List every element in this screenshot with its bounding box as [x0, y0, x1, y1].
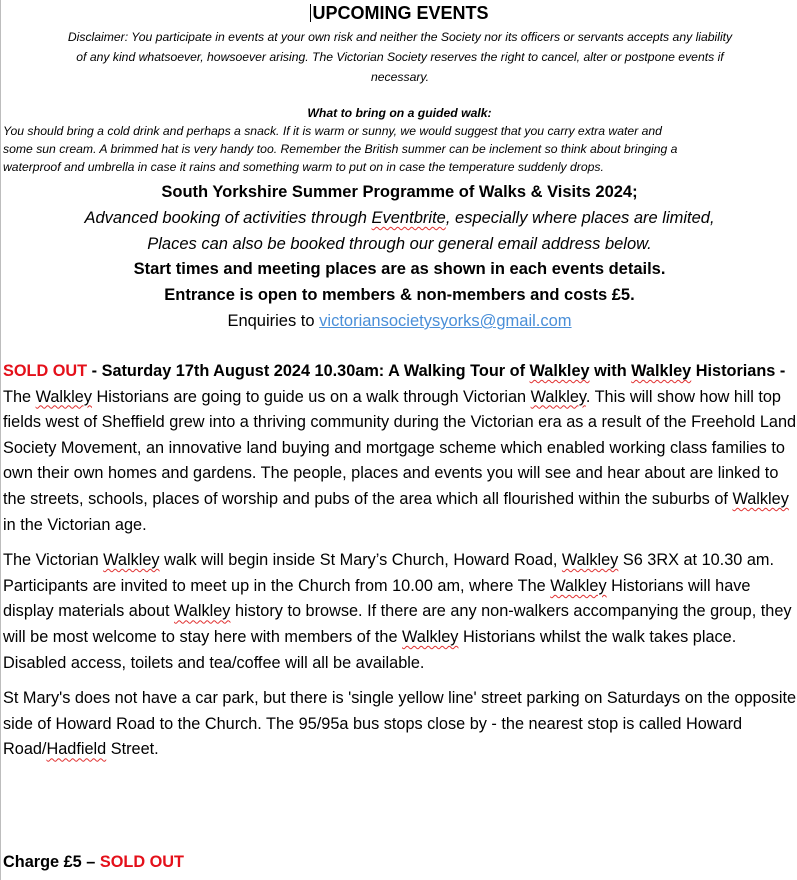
start-times: Start times and meeting places are as shown in each events details.: [133, 260, 666, 279]
event-title: - Saturday 17th August 2024 10.30am: A Walking Tour of Walkley with Walkley Historians -: [87, 362, 786, 380]
entrance-info: Entrance is open to members & non-members and costs £5.: [164, 286, 635, 305]
event-paragraph-3: St Mary's does not have a car park, but there is 'single yellow line' street parking on Saturdays on the opposite side of Howard Road to the Church. The 95/95a bus stops close by - the nearest stop is called Howard Road/Hadfield Street.: [3, 689, 797, 759]
booking-line-2: Places can also be booked through our general email address below.: [147, 234, 652, 253]
disclaimer-line: necessary.: [370, 70, 430, 84]
enquiries-line: Enquiries to victoriansocietysyorks@gmail.com: [227, 311, 572, 330]
charge-sold-out: SOLD OUT: [99, 853, 184, 871]
disclaimer-line: of any kind whatsoever, howsoever arising. The Victorian Society reserves the right to cancel, alter or postpone events if: [76, 50, 724, 64]
programme-info: [1, 180, 797, 335]
event-walkley: [3, 359, 797, 763]
event-paragraph-1: SOLD OUT - Saturday 17th August 2024 10.30am: A Walking Tour of Walkley with Walkley Historians - The Walkley Historians are going to guide us on a walk through Victorian Walkley. This will show how hill top fields west of Sheffield grew into a thriving community during the Victorian era as a result of the Freehold Land Society Movement, an innovative land buying and mortgage scheme which enabled working class families to own their own homes and gardens. The people, places and events you will see and hear about are linked to the streets, schools, places of worship and pubs of the area which all flourished within the suburbs of Walkley in the Victorian age.: [3, 362, 797, 534]
what-to-bring-line: some sun cream. A brimmed hat is very handy too. Remember the British summer can be inclement so think about bringing a: [3, 142, 678, 156]
disclaimer: [5, 27, 795, 87]
eventbrite-text: Eventbrite: [371, 208, 446, 227]
what-to-bring-heading: What to bring on a guided walk:: [307, 106, 492, 120]
what-to-bring-line: You should bring a cold drink and perhaps a snack. If it is warm or sunny, we would suggest that you carry extra water and: [3, 124, 662, 138]
email-link[interactable]: victoriansocietysyorks@gmail.com: [319, 311, 572, 330]
sold-out-badge: SOLD OUT: [3, 362, 88, 380]
page-title: UPCOMING EVENTS: [312, 3, 489, 23]
event-charge: Charge £5 – SOLD OUT: [3, 853, 184, 871]
booking-line: Advanced booking of activities through Eventbrite, especially where places are limited,: [84, 208, 715, 227]
what-to-bring-text: [3, 122, 797, 176]
event-paragraph-2: The Victorian Walkley walk will begin inside St Mary’s Church, Howard Road, Walkley S6 3RX at 10.30 am. Participants are invited to meet up in the Church from 10.00 am, where The Walkley Historians will have display materials about Walkley history to browse. If there are any non-walkers accompanying the group, they will be most welcome to stay here with members of the Walkley Historians whilst the walk takes place. Disabled access, toilets and tea/coffee will all be available.: [3, 551, 792, 672]
programme-heading: South Yorkshire Summer Programme of Walks & Visits 2024;: [161, 183, 638, 201]
what-to-bring-line: waterproof and umbrella in case it rains and something warm to put on in case the temperature suddenly drops.: [3, 160, 604, 174]
disclaimer-line: Disclaimer: You participate in events at your own risk and neither the Society nor its officers or servants accepts any liability: [67, 30, 733, 44]
